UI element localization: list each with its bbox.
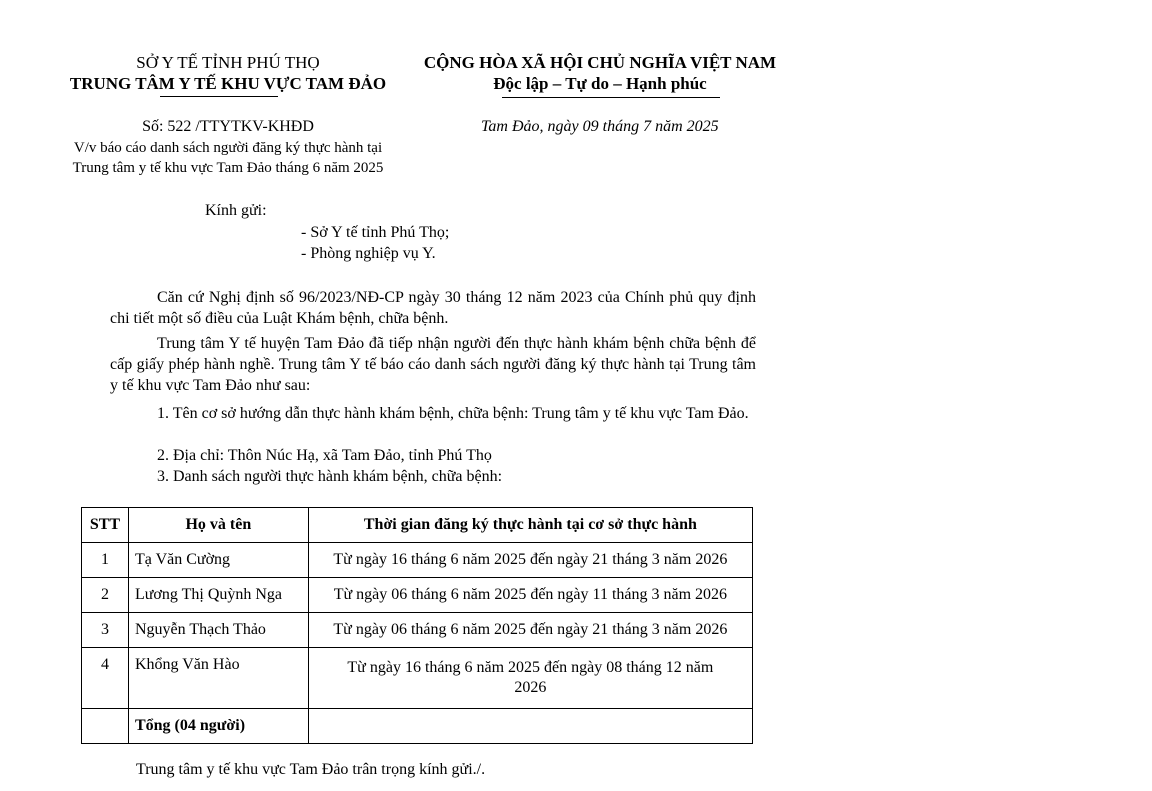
table-total-row: [82, 709, 753, 744]
agency-name: TRUNG TÂM Y TẾ KHU VỰC TAM ĐẢO: [69, 74, 387, 93]
row-name: Nguyễn Thạch Thảo: [128, 613, 308, 648]
nation-title: CỘNG HÒA XÃ HỘI CHỦ NGHĨA VIỆT NAM: [423, 53, 777, 72]
row-stt: 4: [82, 648, 129, 709]
paragraph-legal-basis: Căn cứ Nghị định số 96/2023/NĐ-CP ngày 30 tháng 12 năm 2023 của Chính phủ quy định chi tiết một số điều của Luật Khám bệnh, chữa bệnh.: [110, 289, 756, 327]
table-row: [82, 543, 753, 578]
row-name: Khổng Văn Hào: [128, 648, 308, 709]
row-period: Từ ngày 06 tháng 6 năm 2025 đến ngày 21 tháng 3 năm 2026: [308, 613, 752, 648]
paragraph-address: 2. Địa chỉ: Thôn Núc Hạ, xã Tam Đảo, tỉnh Phú Thọ: [157, 447, 492, 464]
nation-motto: Độc lập – Tự do – Hạnh phúc: [493, 74, 707, 93]
row-name: Tạ Văn Cường: [128, 543, 308, 578]
row-name: Lương Thị Quỳnh Nga: [128, 578, 308, 613]
paragraph-facility: 1. Tên cơ sở hướng dẫn thực hành khám bệnh, chữa bệnh: Trung tâm y tế khu vực Tam Đảo.: [157, 405, 749, 422]
subject-line-1: V/v báo cáo danh sách người đăng ký thực hành tại: [73, 140, 383, 156]
place-date: Tam Đảo, ngày 09 tháng 7 năm 2025: [481, 118, 719, 135]
total-label: Tổng (04 người): [128, 709, 308, 744]
table-row: [82, 578, 753, 613]
recipient-item: - Sở Y tế tỉnh Phú Thọ;: [301, 224, 450, 241]
agency-parent: SỞ Y TẾ TỈNH PHÚ THỌ: [136, 53, 320, 72]
motto-underline: [502, 97, 720, 98]
recipient-item: - Phòng nghiệp vụ Y.: [301, 245, 436, 262]
header-period: Thời gian đăng ký thực hành tại cơ sở thực hành: [308, 508, 752, 543]
subject-line-2: Trung tâm y tế khu vực Tam Đảo tháng 6 năm 2025: [72, 160, 384, 176]
row-period: Từ ngày 16 tháng 6 năm 2025 đến ngày 21 tháng 3 năm 2026: [308, 543, 752, 578]
header-name: Họ và tên: [128, 508, 308, 543]
table-row: [82, 648, 753, 709]
header-stt: STT: [82, 508, 129, 543]
closing-line: Trung tâm y tế khu vực Tam Đảo trân trọng kính gửi./.: [136, 761, 486, 778]
paragraph-list-heading: 3. Danh sách người thực hành khám bệnh, chữa bệnh:: [157, 468, 503, 485]
row-stt: 3: [82, 613, 129, 648]
document-number: Số: 522 /TTYTKV-KHĐD: [142, 118, 314, 135]
practitioner-table: [81, 507, 753, 744]
row-period: Từ ngày 16 tháng 6 năm 2025 đến ngày 08 tháng 12 năm 2026: [308, 648, 752, 709]
row-period: Từ ngày 06 tháng 6 năm 2025 đến ngày 11 tháng 3 năm 2026: [308, 578, 752, 613]
table-header-row: [82, 508, 753, 543]
paragraph-intro: Trung tâm Y tế huyện Tam Đảo đã tiếp nhận người đến thực hành khám bệnh chữa bệnh để cấp giấy phép hành nghề. Trung tâm Y tế báo cáo danh sách người đăng ký thực hành tại Trung tâm y tế khu vực Tam Đảo như sau:: [110, 335, 756, 394]
total-stt-cell: [82, 709, 129, 744]
table-row: [82, 613, 753, 648]
row-stt: 2: [82, 578, 129, 613]
total-period-cell: [308, 709, 752, 744]
row-stt: 1: [82, 543, 129, 578]
agency-underline: [160, 96, 278, 97]
recipients-label: Kính gửi:: [205, 202, 267, 219]
